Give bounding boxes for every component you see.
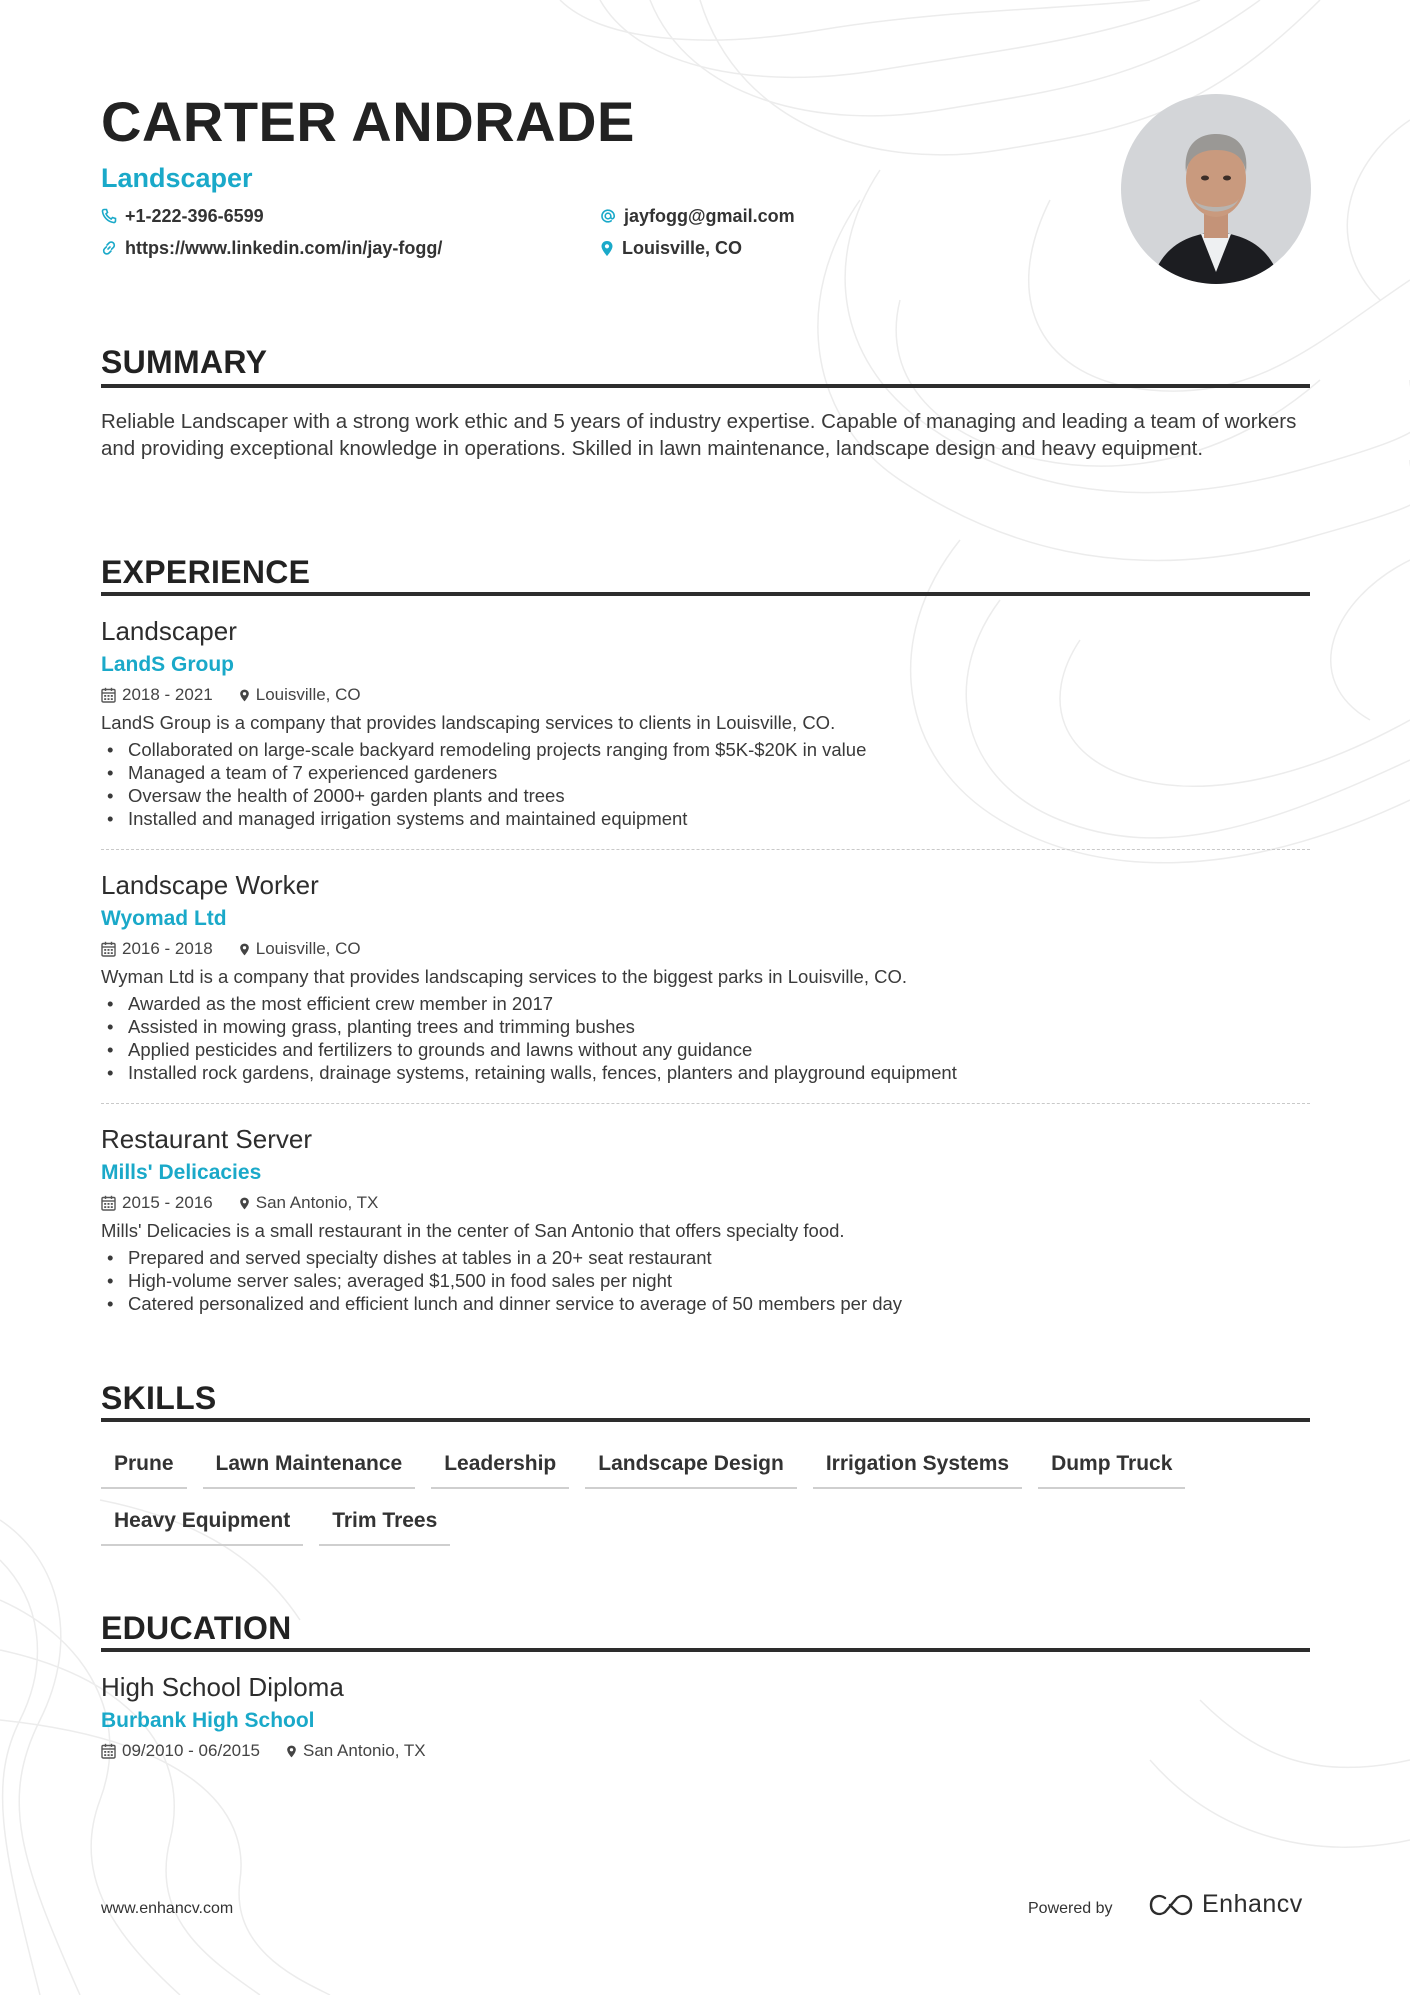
job-meta bbox=[101, 937, 1310, 961]
enhancv-wordmark: Enhancv bbox=[1202, 1890, 1303, 1918]
summary-text: Reliable Landscaper with a strong work ethic and 5 years of industry expertise. Capable of managing and leading a team of workers and providing exceptional knowledge in operations. Skilled in lawn maintenance, landscape design and heavy equipment. bbox=[101, 410, 1297, 460]
job-meta bbox=[101, 683, 1310, 707]
skill-tag: Leadership bbox=[431, 1446, 569, 1489]
skills-divider bbox=[101, 1418, 1310, 1422]
job-dates: 2016 - 2018 bbox=[122, 939, 213, 958]
education-location bbox=[286, 1739, 426, 1763]
company-name: Wyomad Ltd bbox=[101, 907, 227, 930]
achievement-list bbox=[101, 1246, 1310, 1315]
education-divider bbox=[101, 1648, 1310, 1652]
skills-list bbox=[101, 1446, 1310, 1560]
company-name: Mills' Delicacies bbox=[101, 1161, 262, 1184]
achievement-item: • Applied pesticides and fertilizers to grounds and lawns without any guidance bbox=[101, 1038, 1310, 1061]
achievement-item: • High-volume server sales; averaged $1,500 in food sales per night bbox=[101, 1269, 1310, 1292]
skill-tag: Trim Trees bbox=[319, 1503, 450, 1546]
experience-entry bbox=[101, 868, 1310, 1084]
education-dates: 09/2010 - 06/2015 bbox=[122, 1741, 261, 1760]
map-pin-icon bbox=[239, 1196, 250, 1211]
skill-tag: Heavy Equipment bbox=[101, 1503, 303, 1546]
contact-location-text: Louisville, CO bbox=[622, 238, 743, 258]
job-location-text: San Antonio, TX bbox=[255, 1193, 379, 1212]
achievement-item: • Installed rock gardens, drainage systems, retaining walls, fences, planters and playground equipment bbox=[101, 1061, 1310, 1084]
achievement-list bbox=[101, 992, 1310, 1084]
calendar-icon bbox=[101, 687, 116, 703]
degree-title: High School Diploma bbox=[101, 1672, 344, 1702]
calendar-icon bbox=[101, 1195, 116, 1211]
achievement-item: • Collaborated on large-scale backyard remodeling projects ranging from $5K-$20K in value bbox=[101, 738, 1310, 761]
achievement-item: • Managed a team of 7 experienced gardeners bbox=[101, 761, 1310, 784]
skill-tag: Dump Truck bbox=[1038, 1446, 1185, 1489]
education-entry bbox=[101, 1670, 1310, 1763]
job-title: Landscaper bbox=[101, 616, 237, 646]
education-meta bbox=[101, 1739, 1310, 1763]
at-icon bbox=[600, 208, 616, 224]
contact-email[interactable] bbox=[600, 204, 795, 228]
link-icon bbox=[101, 240, 117, 256]
school-name: Burbank High School bbox=[101, 1709, 315, 1732]
achievement-item: • Catered personalized and efficient lunch and dinner service to average of 50 members per day bbox=[101, 1292, 1310, 1315]
company-description: Wyman Ltd is a company that provides landscaping services to the biggest parks in Louisville, CO. bbox=[101, 966, 908, 987]
contact-phone-text: +1-222-396-6599 bbox=[125, 206, 264, 226]
education-location-text: San Antonio, TX bbox=[303, 1741, 426, 1760]
summary-heading: SUMMARY bbox=[101, 344, 268, 380]
skills-heading: SKILLS bbox=[101, 1380, 217, 1416]
job-title: Landscape Worker bbox=[101, 870, 319, 900]
map-pin-icon bbox=[239, 688, 250, 703]
contact-phone[interactable] bbox=[101, 204, 264, 228]
summary-divider bbox=[101, 384, 1310, 388]
enhancv-logo[interactable] bbox=[1148, 1890, 1303, 1919]
skill-tag: Landscape Design bbox=[585, 1446, 797, 1489]
powered-by-label: Powered by bbox=[1028, 1900, 1113, 1917]
calendar-icon bbox=[101, 941, 116, 957]
job-location bbox=[239, 937, 361, 961]
achievement-item: • Assisted in mowing grass, planting trees and trimming bushes bbox=[101, 1015, 1310, 1038]
job-location bbox=[239, 683, 361, 707]
achievement-item: • Prepared and served specialty dishes at tables in a 20+ seat restaurant bbox=[101, 1246, 1310, 1269]
skill-tag: Prune bbox=[101, 1446, 187, 1489]
company-description: Mills' Delicacies is a small restaurant in the center of San Antonio that offers specialty food. bbox=[101, 1220, 845, 1241]
achievement-item: • Installed and managed irrigation systems and maintained equipment bbox=[101, 807, 1310, 830]
contact-location bbox=[600, 236, 742, 260]
job-dates: 2018 - 2021 bbox=[122, 685, 213, 704]
contact-email-text: jayfogg@gmail.com bbox=[624, 206, 795, 226]
job-location-text: Louisville, CO bbox=[255, 685, 361, 704]
skill-tag: Lawn Maintenance bbox=[203, 1446, 416, 1489]
education-heading: EDUCATION bbox=[101, 1610, 292, 1646]
map-pin-icon bbox=[286, 1744, 297, 1759]
profile-photo bbox=[1121, 94, 1311, 284]
candidate-title: Landscaper bbox=[101, 163, 253, 193]
company-name: LandS Group bbox=[101, 653, 234, 676]
achievement-item: • Oversaw the health of 2000+ garden plants and trees bbox=[101, 784, 1310, 807]
achievement-list bbox=[101, 738, 1310, 830]
entry-divider bbox=[101, 1103, 1310, 1104]
contact-linkedin[interactable] bbox=[101, 236, 442, 260]
experience-heading: EXPERIENCE bbox=[101, 554, 311, 590]
job-meta bbox=[101, 1191, 1310, 1215]
company-description: LandS Group is a company that provides landscaping services to clients in Louisville, CO. bbox=[101, 712, 836, 733]
experience-entry bbox=[101, 1122, 1310, 1315]
candidate-name: CARTER ANDRADE bbox=[101, 90, 635, 153]
job-location bbox=[239, 1191, 379, 1215]
map-pin-icon bbox=[239, 942, 250, 957]
skill-tag: Irrigation Systems bbox=[813, 1446, 1022, 1489]
calendar-icon bbox=[101, 1743, 116, 1759]
job-title: Restaurant Server bbox=[101, 1124, 312, 1154]
phone-icon bbox=[101, 208, 117, 224]
job-dates: 2015 - 2016 bbox=[122, 1193, 213, 1212]
enhancv-logo-icon bbox=[1148, 1892, 1194, 1918]
map-pin-icon bbox=[600, 240, 614, 257]
contact-linkedin-text: https://www.linkedin.com/in/jay-fogg/ bbox=[125, 238, 443, 258]
experience-entry bbox=[101, 614, 1310, 830]
job-location-text: Louisville, CO bbox=[255, 939, 361, 958]
footer-website-link[interactable]: www.enhancv.com bbox=[101, 1900, 234, 1917]
entry-divider bbox=[101, 849, 1310, 850]
experience-divider bbox=[101, 592, 1310, 596]
achievement-item: • Awarded as the most efficient crew member in 2017 bbox=[101, 992, 1310, 1015]
